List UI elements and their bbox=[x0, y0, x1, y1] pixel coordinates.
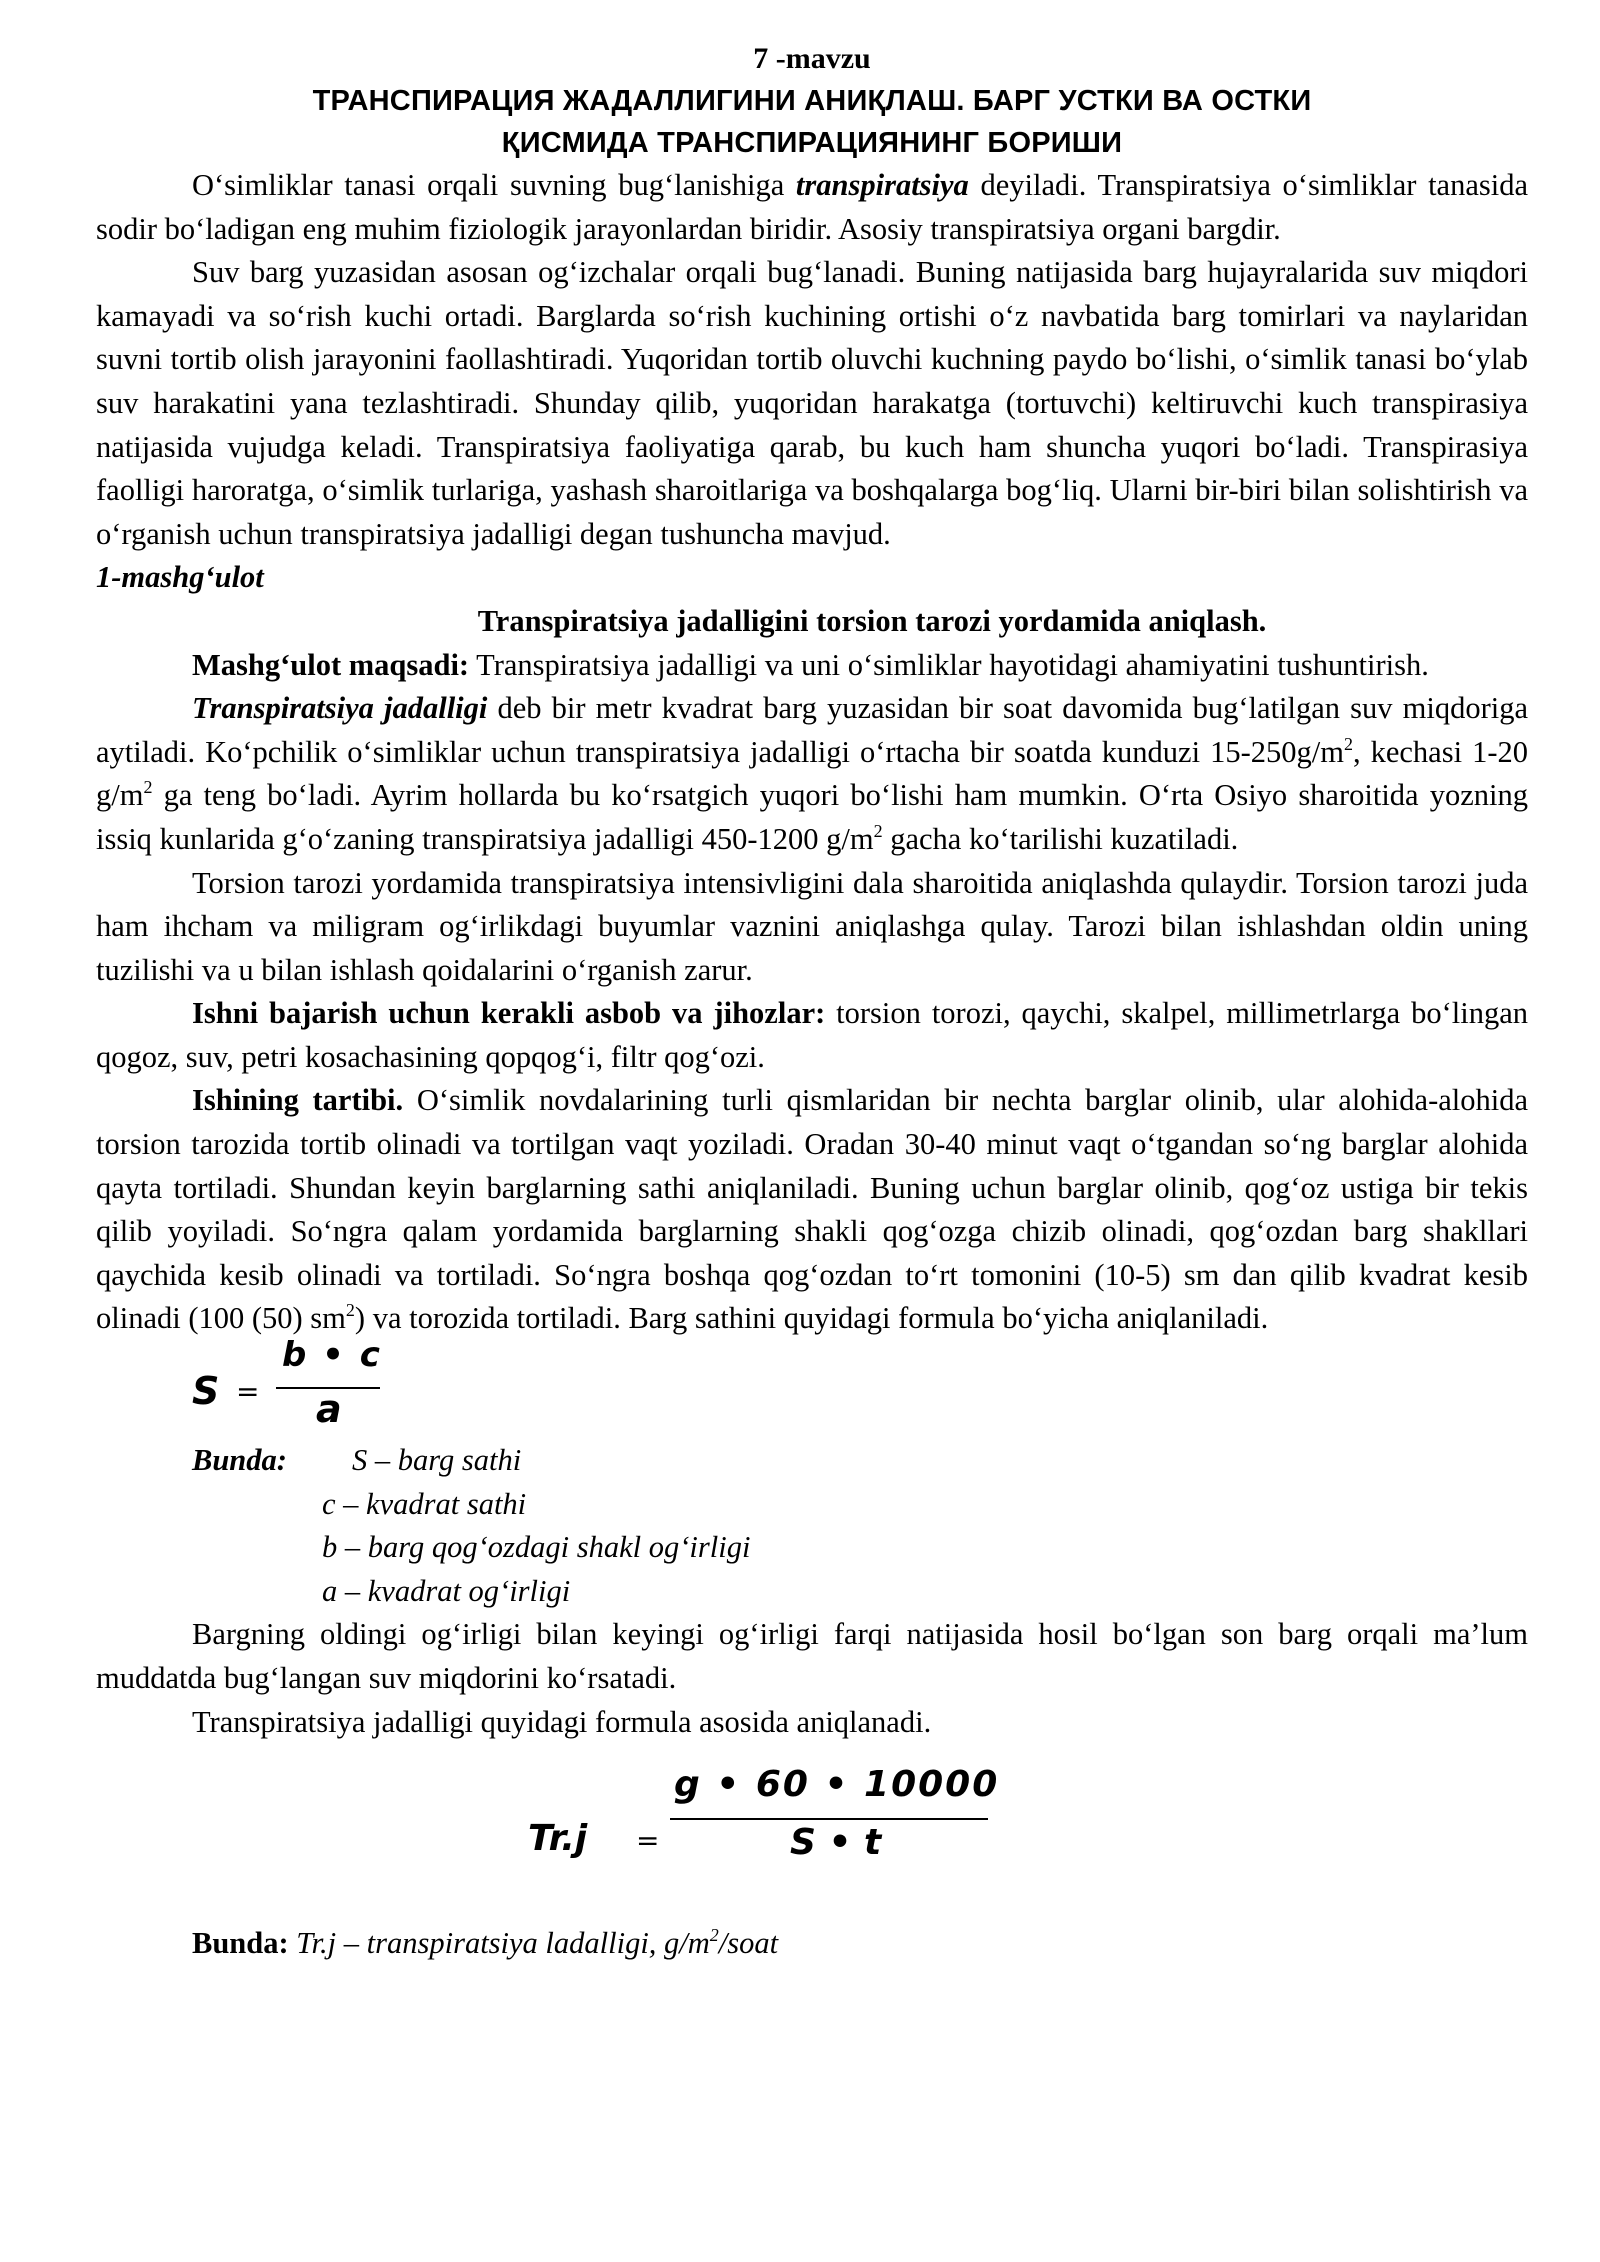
formula1-legend bbox=[96, 1439, 1528, 1613]
transpiration-formula bbox=[96, 1766, 1528, 1916]
text-span: , kechasi 1-20 g/m bbox=[96, 734, 1528, 813]
formula-numerator: g • 60 • 10000 bbox=[674, 1764, 1000, 1806]
legend-item: a – kvadrat og‘irligi bbox=[322, 1573, 571, 1608]
intro-paragraph-2: Suv barg yuzasidan asosan og‘izchalar orqali bug‘lanadi. Buning natijasida barg hujayralarida suv miqdori kamayadi va so‘rish kuchi ortadi. Barglarda so‘rish kuchining ortishi o‘z navbatida barg tomirlari va naylaridan suvni tortib olish jarayonini faollashtiradi. Yuqoridan tortib oluvchi kuchning paydo bo‘lishi, o‘simlik tanasi bo‘ylab suv harakatini yana tezlashtiradi. Shunday qilib, yuqoridan harakatga (tortuvchi) keltiruvchi kuch transpirasiya natijasida vujudga keladi. Transpiratsiya faoliyatiga qarab, bu kuch ham shuncha yuqori bo‘ladi. Transpirasiya faolligi haroratga, o‘simlik turlariga, yashash sharoitlariga va boshqalarga bog‘liq. Ularni bir-biri bilan solishtirish va o‘rganish uchun transpiratsiya jadalligi degan tushuncha mavjud. bbox=[96, 255, 1528, 551]
tools-text: torsion torozi, qaychi, skalpel, millimetrlarga bo‘lingan qogoz, suv, petri kosachasining qopqog‘i, filtr qog‘ozi. bbox=[96, 996, 1528, 1074]
text-span: O‘simliklar tanasi orqali suvning bug‘lanishiga bbox=[192, 168, 796, 202]
legend-item: S – barg sathi bbox=[352, 1443, 522, 1478]
formula-equals: = bbox=[636, 1824, 660, 1858]
leaf-area-formula bbox=[192, 1335, 1528, 1439]
superscript: 2 bbox=[709, 1925, 719, 1946]
tools-paragraph bbox=[96, 992, 1528, 1079]
legend-row bbox=[96, 1439, 1528, 1483]
legend-text: Tr.j – transpiratsiya ladalligi, g/m bbox=[288, 1926, 710, 1961]
superscript: 2 bbox=[345, 1300, 355, 1321]
text-span: ga teng bo‘ladi. Ayrim hollarda bu ko‘rsatgich yuqori bo‘lishi ham mumkin. O‘rta Osiyo sharoitida yozning issiq kunlarida g‘o‘zaning transpiratsiya jadalligi 450-1200 g/m bbox=[96, 778, 1528, 856]
definition-paragraph bbox=[96, 687, 1528, 861]
tools-label: Ishni bajarish uchun kerakli asbob va jihozlar: bbox=[192, 996, 826, 1031]
procedure-paragraph bbox=[96, 1079, 1528, 1341]
definition-term: Transpiratsiya jadalligi bbox=[192, 691, 488, 726]
formula-intro-paragraph: Transpiratsiya jadalligi quyidagi formula asosida aniqlanadi. bbox=[192, 1704, 932, 1739]
text-span: ) va torozida tortiladi. Barg sathini quyidagi formula bo‘yicha aniqlaniladi. bbox=[354, 1301, 1269, 1336]
difference-paragraph: Bargning oldingi og‘irligi bilan keyingi og‘irligi farqi natijasida hosil bo‘lgan son barg orqali ma’lum muddatda bug‘langan suv miqdorini ko‘rsatadi. bbox=[96, 1617, 1528, 1695]
superscript: 2 bbox=[873, 820, 883, 841]
superscript: 2 bbox=[1343, 733, 1353, 754]
legend-row bbox=[96, 1483, 1528, 1527]
intro-paragraph-1 bbox=[96, 164, 1528, 251]
topic-number: 7 -mavzu bbox=[753, 42, 871, 75]
legend-label: Bunda: bbox=[192, 1443, 287, 1478]
legend-item: c – kvadrat sathi bbox=[322, 1486, 527, 1521]
fraction-bar bbox=[670, 1818, 988, 1820]
goal-paragraph bbox=[96, 644, 1528, 688]
superscript: 2 bbox=[143, 777, 153, 798]
legend-item: b – barg qog‘ozdagi shakl og‘irligi bbox=[322, 1530, 751, 1565]
torsion-paragraph: Torsion tarozi yordamida transpiratsiya intensivligini dala sharoitida aniqlashda qulaydir. Torsion tarozi juda ham ihcham va miligram og‘irlikdagi buyumlar vaznini aniqlashga qulay. Tarozi bilan ishlashdan oldin uning tuzilishi va u bilan ishlash qoidalarini o‘rganish zarur. bbox=[96, 865, 1528, 987]
goal-text: Transpiratsiya jadalligi va uni o‘simliklar hayotidagi ahamiyatini tushuntirish. bbox=[469, 647, 1429, 682]
formula-denominator: a bbox=[316, 1387, 342, 1432]
text-span: O‘simlik novdalarining turli qismlaridan bir nechta barglar olinib, ular alohida-alohida torsion tarozida tortib olinadi va tortilgan vaqt yoziladi. Oradan 30-40 minut vaqt o‘tgandan so‘ng barglar alohida qayta tortiladi. Shundan keyin barglarning sathi aniqlaniladi. Buning uchun barglar olinib, qog‘oz ustiga bir tekis qilib yoyiladi. So‘ngra qalam yordamida barglarning shakli qog‘ozga chizib olinadi, qog‘ozdan barg shakllari qaychida kesib olinadi va tortiladi. So‘ngra boshqa qog‘ozdan to‘rt tomonini (10-5) sm dan qilib kvadrat kesib olinadi (100 (50) sm bbox=[96, 1083, 1529, 1336]
legend-text: /soat bbox=[718, 1926, 779, 1961]
procedure-label: Ishining tartibi. bbox=[192, 1083, 404, 1118]
legend-label: Bunda: bbox=[192, 1926, 289, 1961]
title-line-1: ТРАНСПИРАЦИЯ ЖАДАЛЛИГИНИ АНИҚЛАШ. БАРГ УСТКИ ВА ОСТКИ bbox=[312, 85, 1312, 117]
term-transpiratsiya: transpiratsiya bbox=[795, 168, 969, 202]
title-line-2: ҚИСМИДА ТРАНСПИРАЦИЯНИНГ БОРИШИ bbox=[501, 127, 1123, 159]
formula-denominator: S • t bbox=[790, 1822, 882, 1864]
text-span: gacha ko‘tarilishi kuzatiladi. bbox=[882, 821, 1239, 856]
goal-label: Mashg‘ulot maqsadi: bbox=[192, 647, 470, 682]
formula-lhs: Tr.j bbox=[528, 1818, 588, 1860]
formula2-legend bbox=[96, 1922, 1528, 1966]
formula-equals: = bbox=[236, 1375, 260, 1409]
legend-row bbox=[96, 1526, 1528, 1570]
formula-lhs: S bbox=[192, 1369, 220, 1414]
document-page bbox=[96, 38, 1528, 1966]
text-span: deb bir metr kvadrat barg yuzasidan bir soat davomida bug‘latilgan suv miqdoriga aytiladi. Ko‘pchilik o‘simliklar uchun transpiratsiya jadalligi o‘rtacha bir soatda kunduzi 15-250g/m bbox=[96, 691, 1528, 769]
legend-row bbox=[96, 1570, 1528, 1614]
text-span: deyiladi. Transpiratsiya o‘simliklar tanasida sodir bo‘ladigan eng muhim fiziologik jarayonlardan biridir. Asosiy transpiratsiya organi bargdir. bbox=[96, 168, 1529, 246]
formula-numerator: b • c bbox=[282, 1335, 382, 1376]
exercise-heading: Transpiratsiya jadalligini torsion tarozi yordamida aniqlash. bbox=[477, 603, 1267, 638]
exercise-label: 1-mashg‘ulot bbox=[96, 560, 264, 595]
